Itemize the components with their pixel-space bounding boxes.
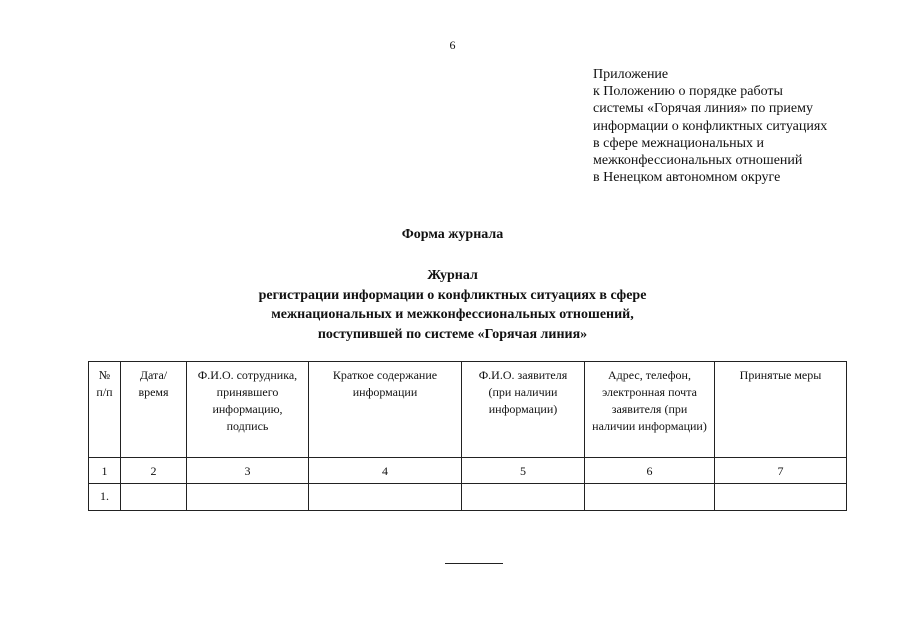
table-cell	[121, 484, 187, 511]
journal-subtitle-line: регистрации информации о конфликтных ситуациях в сфере	[258, 287, 647, 303]
journal-title: Журнал	[427, 268, 478, 283]
column-number: 7	[715, 458, 847, 484]
appendix-block	[593, 66, 893, 186]
table-cell-index: 1.	[89, 484, 121, 511]
appendix-line: информации о конфликтных ситуациях	[593, 118, 828, 134]
table-cell	[462, 484, 585, 511]
appendix-line: межконфессиональных отношений	[593, 153, 803, 169]
column-number: 5	[462, 458, 585, 484]
table-row	[89, 484, 847, 511]
header-applicant: Ф.И.О. заявителя (при наличии информации)	[462, 362, 585, 458]
header-number: № п/п	[89, 362, 121, 458]
appendix-line: к Положению о порядке работы	[593, 84, 783, 100]
table-cell	[585, 484, 715, 511]
form-title: Форма журнала	[401, 227, 504, 242]
journal-subtitle-line: поступившей по системе «Горячая линия»	[317, 326, 588, 342]
table-cell	[187, 484, 309, 511]
appendix-line: системы «Горячая линия» по приему	[593, 101, 813, 117]
header-contacts: Адрес, телефон, электронная почта заявителя (при наличии информации)	[585, 362, 715, 458]
header-date-time: Дата/ время	[121, 362, 187, 458]
appendix-line: в Ненецком автономном округе	[593, 170, 781, 186]
column-number: 2	[121, 458, 187, 484]
journal-table	[88, 361, 847, 511]
appendix-line: Приложение	[593, 67, 669, 82]
header-summary: Краткое содержание информации	[309, 362, 462, 458]
appendix-line: в сфере межнациональных и	[593, 135, 765, 151]
column-number: 1	[89, 458, 121, 484]
journal-title-block	[0, 266, 905, 344]
header-employee: Ф.И.О. сотрудника, принявшего информацию, подпись	[187, 362, 309, 458]
footer-divider	[445, 563, 503, 564]
column-number: 6	[585, 458, 715, 484]
header-measures: Принятые меры	[715, 362, 847, 458]
column-number: 4	[309, 458, 462, 484]
column-number-row	[89, 458, 847, 484]
column-number: 3	[187, 458, 309, 484]
page-number: 6	[449, 38, 456, 52]
table-header-row	[89, 362, 847, 458]
table-cell	[309, 484, 462, 511]
journal-subtitle-line: межнациональных и межконфессиональных отношений,	[271, 307, 634, 322]
table-cell	[715, 484, 847, 511]
